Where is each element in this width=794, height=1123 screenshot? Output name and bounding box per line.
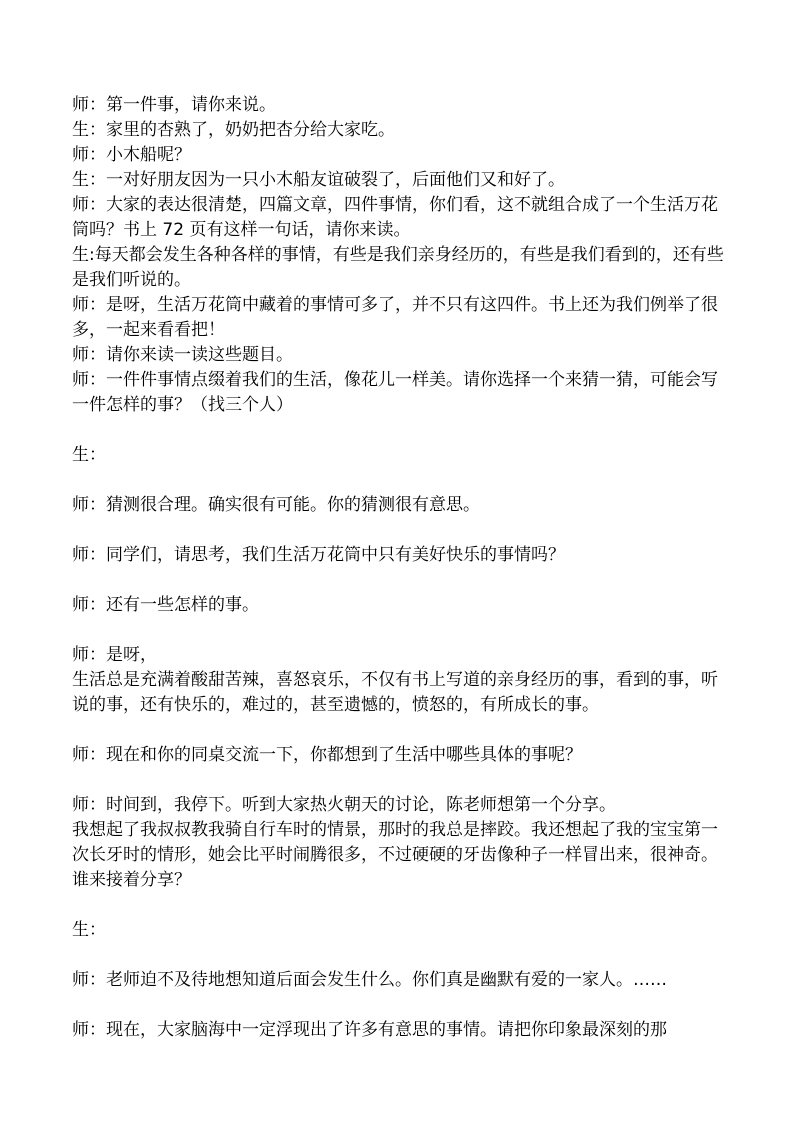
paragraph: 师：还有一些怎样的事。 [72,595,259,615]
paragraph: 生：一对好朋友因为一只小木船友谊破裂了，后面他们又和好了。 [72,170,565,190]
paragraph: 师：现在，大家脑海中一定浮现出了许多有意思的事情。请把你印象最深刻的那 [72,1020,667,1040]
paragraph: 师：一件件事情点缀着我们的生活，像花儿一样美。请你选择一个来猜一猜，可能会写一件怎样的事？（找三个人） [72,370,718,415]
paragraph: 生： [72,920,106,940]
paragraph: 师：小木船呢？ [72,145,191,165]
paragraph: 谁来接着分享？ [72,870,191,890]
paragraph: 师：是呀，生活万花筒中藏着的事情可多了，并不只有这四件。书上还为我们例举了很多，一起来看看把！ [72,295,718,340]
paragraph: 师：时间到，我停下。听到大家热火朝天的讨论，陈老师想第一个分享。 [72,795,616,815]
paragraph: 师：现在和你的同桌交流一下，你都想到了生活中哪些具体的事呢？ [72,745,582,765]
paragraph: 师：猜测很合理。确实很有可能。你的猜测很有意思。 [72,495,480,515]
paragraph: 生:每天都会发生各种各样的事情，有些是我们亲身经历的，有些是我们看到的，还有些是我们听说的。 [72,245,724,290]
paragraph: 我想起了我叔叔教我骑自行车时的情景，那时的我总是摔跤。我还想起了我的宝宝第一次长牙时的情形，她会比平时闹腾很多，不过硬硬的牙齿像种子一样冒出来，很神奇。 [72,820,718,865]
paragraph: 师：大家的表达很清楚，四篇文章，四件事情，你们看，这不就组合成了一个生活万花筒吗？书上 72 页有这样一句话，请你来读。 [72,195,718,240]
paragraph: 生：家里的杏熟了，奶奶把杏分给大家吃。 [72,120,395,140]
paragraph: 师：是呀， [72,645,157,665]
paragraph: 师：第一件事，请你来说。 [72,95,276,115]
paragraph: 生： [72,445,106,465]
paragraph: 师：请你来读一读这些题目。 [72,345,293,365]
document-body [72,93,728,1043]
paragraph: 师：老师迫不及待地想知道后面会发生什么。你们真是幽默有爱的一家人。…… [72,970,667,990]
paragraph: 师：同学们，请思考，我们生活万花筒中只有美好快乐的事情吗？ [72,545,565,565]
paragraph: 生活总是充满着酸甜苦辣，喜怒哀乐，不仅有书上写道的亲身经历的事，看到的事，听说的事，还有快乐的，难过的，甚至遗憾的，愤怒的，有所成长的事。 [72,670,718,715]
